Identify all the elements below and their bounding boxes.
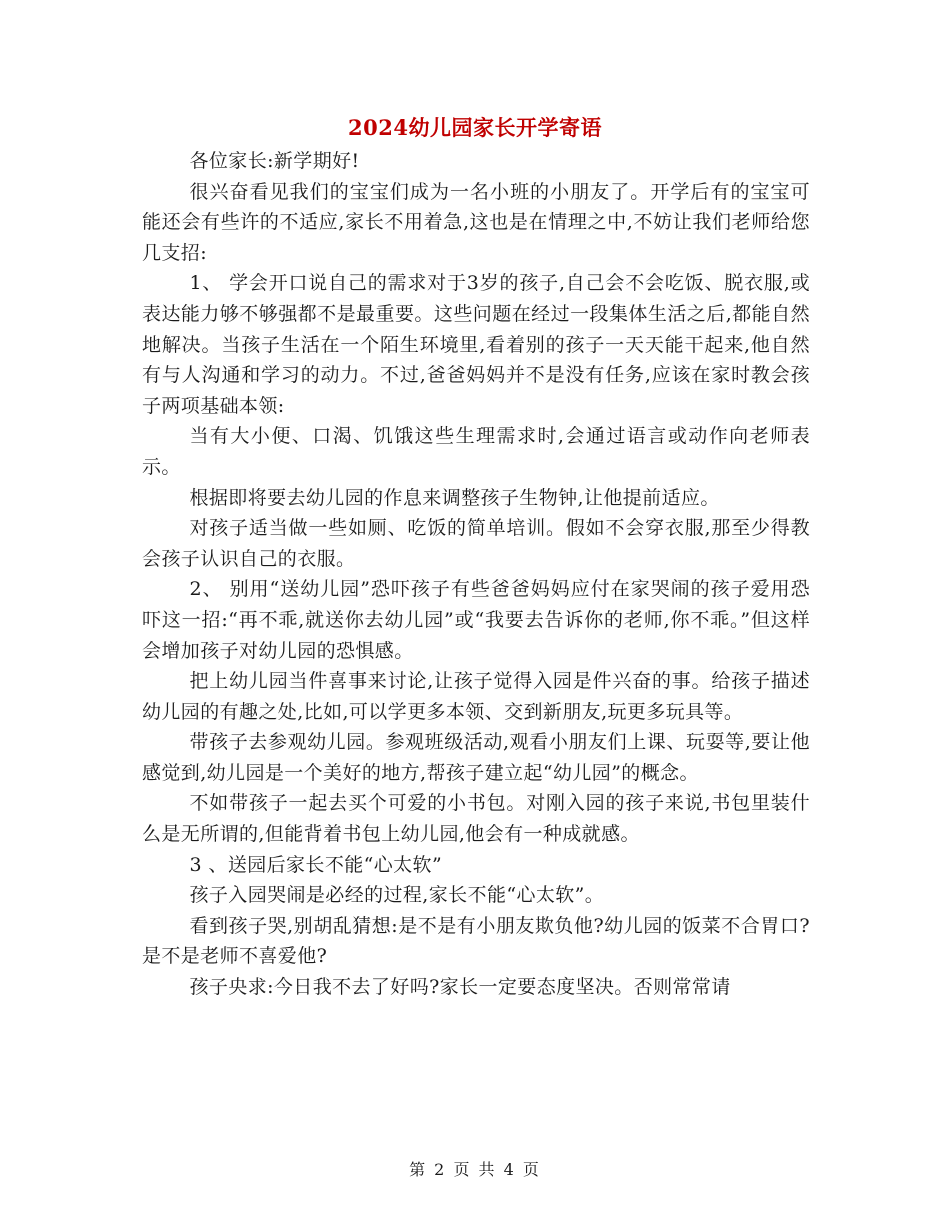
paragraph-tip-3-point-3: 孩子央求:今日我不去了好吗?家长一定要态度坚决。否则常常请 bbox=[189, 976, 731, 999]
paragraph-tip-2-point-1: 把上幼儿园当件喜事来讨论,让孩子觉得入园是件兴奋的事。给孩子描述幼儿园的有趣之处,比如,可以学更多本领、交到新朋友,玩更多玩具等。 bbox=[142, 670, 810, 723]
document-body bbox=[142, 146, 810, 1003]
paragraph-tip-3-point-2: 看到孩子哭,别胡乱猜想:是不是有小朋友欺负他?幼儿园的饭菜不合胃口?是不是老师不喜爱他? bbox=[142, 914, 810, 968]
page-number-footer: 第 2 页 共 4 页 bbox=[409, 1160, 541, 1179]
paragraph-tip-2-point-2: 带孩子去参观幼儿园。参观班级活动,观看小朋友们上课、玩耍等,要让他感觉到,幼儿园是一个美好的地方,帮孩子建立起“幼儿园”的概念。 bbox=[142, 731, 810, 784]
paragraph-tip-1-point-3: 对孩子适当做一些如厕、吃饭的简单培训。假如不会穿衣服,那至少得教会孩子认识自己的衣服。 bbox=[142, 517, 810, 570]
paragraph-tip-3: 3 、送园后家长不能“心太软” bbox=[189, 853, 443, 876]
paragraph-tip-3-point-1: 孩子入园哭闹是必经的过程,家长不能“心太软”。 bbox=[189, 884, 605, 907]
paragraph-tip-1-point-2: 根据即将要去幼儿园的作息来调整孩子生物钟,让他提前适应。 bbox=[189, 486, 720, 509]
paragraph-greeting: 各位家长:新学期好! bbox=[189, 150, 360, 172]
paragraph-tip-1: 1、 学会开口说自己的需求对于3岁的孩子,自己会不会吃饭、脱衣服,或表达能力够不够强都不是最重要。这些问题在经过一段集体生活之后,都能自然地解决。当孩子生活在一个陌生环境里,看着别的孩子一天天能干起来,他自然有与人沟通和学习的动力。不过,爸爸妈妈并不是没有任务,应该在家时教会孩子两项基础本领: bbox=[142, 272, 810, 417]
document-title: 2024幼儿园家长开学寄语 bbox=[348, 115, 602, 140]
paragraph-tip-2: 2、 别用“送幼儿园”恐吓孩子有些爸爸妈妈应付在家哭闹的孩子爱用恐吓这一招:“再不乖,就送你去幼儿园”或“我要去告诉你的老师,你不乖。”但这样会增加孩子对幼儿园的恐惧感。 bbox=[142, 578, 810, 662]
paragraph-tip-2-point-3: 不如带孩子一起去买个可爱的小书包。对刚入园的孩子来说,书包里装什么是无所谓的,但能背着书包上幼儿园,他会有一种成就感。 bbox=[142, 792, 810, 846]
paragraph-tip-1-point-1: 当有大小便、口渴、饥饿这些生理需求时,会通过语言或动作向老师表示。 bbox=[142, 425, 810, 478]
paragraph-intro: 很兴奋看见我们的宝宝们成为一名小班的小朋友了。开学后有的宝宝可能还会有些许的不适应,家长不用着急,这也是在情理之中,不妨让我们老师给您几支招: bbox=[142, 180, 810, 264]
